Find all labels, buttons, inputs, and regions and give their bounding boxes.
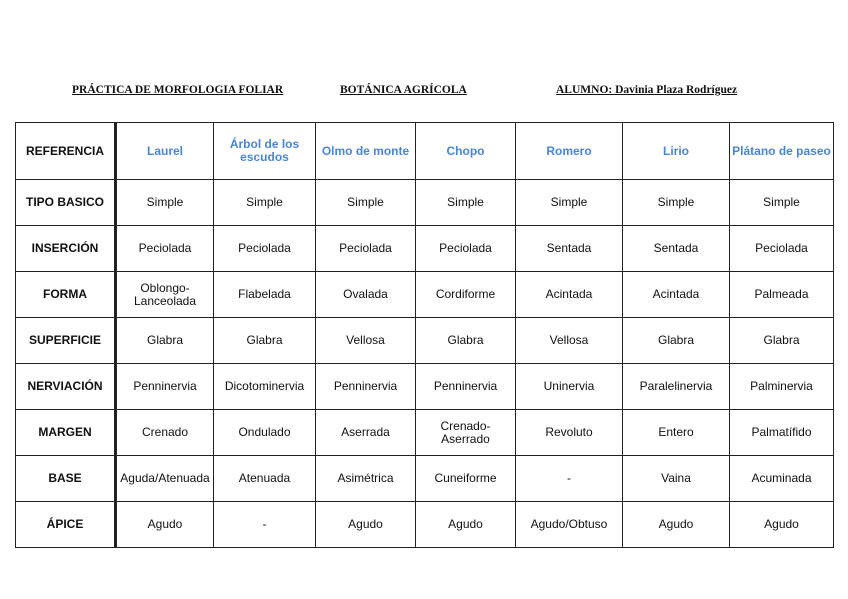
- table-cell: Penninervia: [116, 364, 214, 410]
- table-cell: Aserrada: [316, 410, 416, 456]
- table-cell: Atenuada: [214, 456, 316, 502]
- table-cell: Vellosa: [516, 318, 623, 364]
- table-header-row: [16, 123, 834, 180]
- table-cell: Uninervia: [516, 364, 623, 410]
- table-cell: Agudo/Obtuso: [516, 502, 623, 548]
- row-label: FORMA: [16, 272, 116, 318]
- table-row: [16, 272, 834, 318]
- table-cell: Ondulado: [214, 410, 316, 456]
- table-cell: Simple: [516, 180, 623, 226]
- table-cell: Peciolada: [116, 226, 214, 272]
- table-cell: Glabra: [730, 318, 834, 364]
- table-cell: Sentada: [516, 226, 623, 272]
- column-header: Olmo de monte: [316, 123, 416, 180]
- column-header: Chopo: [416, 123, 516, 180]
- column-header: Lirio: [623, 123, 730, 180]
- table-cell: Acintada: [516, 272, 623, 318]
- table-cell: Agudo: [316, 502, 416, 548]
- table-cell: Palmatífido: [730, 410, 834, 456]
- row-label: SUPERFICIE: [16, 318, 116, 364]
- table-cell: Glabra: [116, 318, 214, 364]
- column-header: Árbol de los escudos: [214, 123, 316, 180]
- table-cell: Paralelinervia: [623, 364, 730, 410]
- table-cell: Glabra: [416, 318, 516, 364]
- row-label: MARGEN: [16, 410, 116, 456]
- table-cell: Peciolada: [214, 226, 316, 272]
- table-cell: Peciolada: [416, 226, 516, 272]
- leaf-morphology-table: [15, 122, 834, 548]
- table-cell: Glabra: [214, 318, 316, 364]
- table-cell: Crenado-Aserrado: [416, 410, 516, 456]
- table-cell: Peciolada: [316, 226, 416, 272]
- table-cell: Palminervia: [730, 364, 834, 410]
- row-label: TIPO BASICO: [16, 180, 116, 226]
- student-name: ALUMNO: Davinia Plaza Rodríguez: [556, 84, 738, 96]
- subject-title: BOTÁNICA AGRÍCOLA: [340, 84, 467, 96]
- row-label: INSERCIÓN: [16, 226, 116, 272]
- table-cell: Sentada: [623, 226, 730, 272]
- table-cell: Acuminada: [730, 456, 834, 502]
- table-row: [16, 180, 834, 226]
- table-cell: Palmeada: [730, 272, 834, 318]
- column-header: Romero: [516, 123, 623, 180]
- table-cell: Simple: [316, 180, 416, 226]
- table-cell: Ovalada: [316, 272, 416, 318]
- table-row: [16, 456, 834, 502]
- table-cell: Crenado: [116, 410, 214, 456]
- table-cell: Revoluto: [516, 410, 623, 456]
- table-cell: Simple: [416, 180, 516, 226]
- table-cell: Aguda/Atenuada: [116, 456, 214, 502]
- table-cell: Flabelada: [214, 272, 316, 318]
- practice-title: PRÁCTICA DE MORFOLOGIA FOLIAR: [72, 84, 284, 96]
- table-cell: -: [516, 456, 623, 502]
- table-cell: Simple: [730, 180, 834, 226]
- table-cell: Cordiforme: [416, 272, 516, 318]
- table-row: [16, 364, 834, 410]
- table-cell: Vaina: [623, 456, 730, 502]
- table-cell: Entero: [623, 410, 730, 456]
- table-cell: Agudo: [416, 502, 516, 548]
- table-cell: Agudo: [116, 502, 214, 548]
- row-label: ÁPICE: [16, 502, 116, 548]
- table-row: [16, 502, 834, 548]
- row-label: NERVIACIÓN: [16, 364, 116, 410]
- table-row: [16, 318, 834, 364]
- table-cell: Peciolada: [730, 226, 834, 272]
- table-cell: Acintada: [623, 272, 730, 318]
- table-cell: Penninervia: [416, 364, 516, 410]
- table-cell: Dicotominervia: [214, 364, 316, 410]
- table-cell: Agudo: [623, 502, 730, 548]
- table-cell: Agudo: [730, 502, 834, 548]
- table-row: [16, 226, 834, 272]
- table-cell: Vellosa: [316, 318, 416, 364]
- table-row: [16, 410, 834, 456]
- table-cell: Cuneiforme: [416, 456, 516, 502]
- column-header: Plátano de paseo: [730, 123, 834, 180]
- table-cell: Asimétrica: [316, 456, 416, 502]
- corner-label: REFERENCIA: [16, 123, 116, 180]
- table-cell: Oblongo-Lanceolada: [116, 272, 214, 318]
- table-cell: Simple: [623, 180, 730, 226]
- table-cell: Glabra: [623, 318, 730, 364]
- table-cell: Simple: [214, 180, 316, 226]
- column-header: Laurel: [116, 123, 214, 180]
- row-label: BASE: [16, 456, 116, 502]
- table-cell: Simple: [116, 180, 214, 226]
- table-cell: -: [214, 502, 316, 548]
- table-cell: Penninervia: [316, 364, 416, 410]
